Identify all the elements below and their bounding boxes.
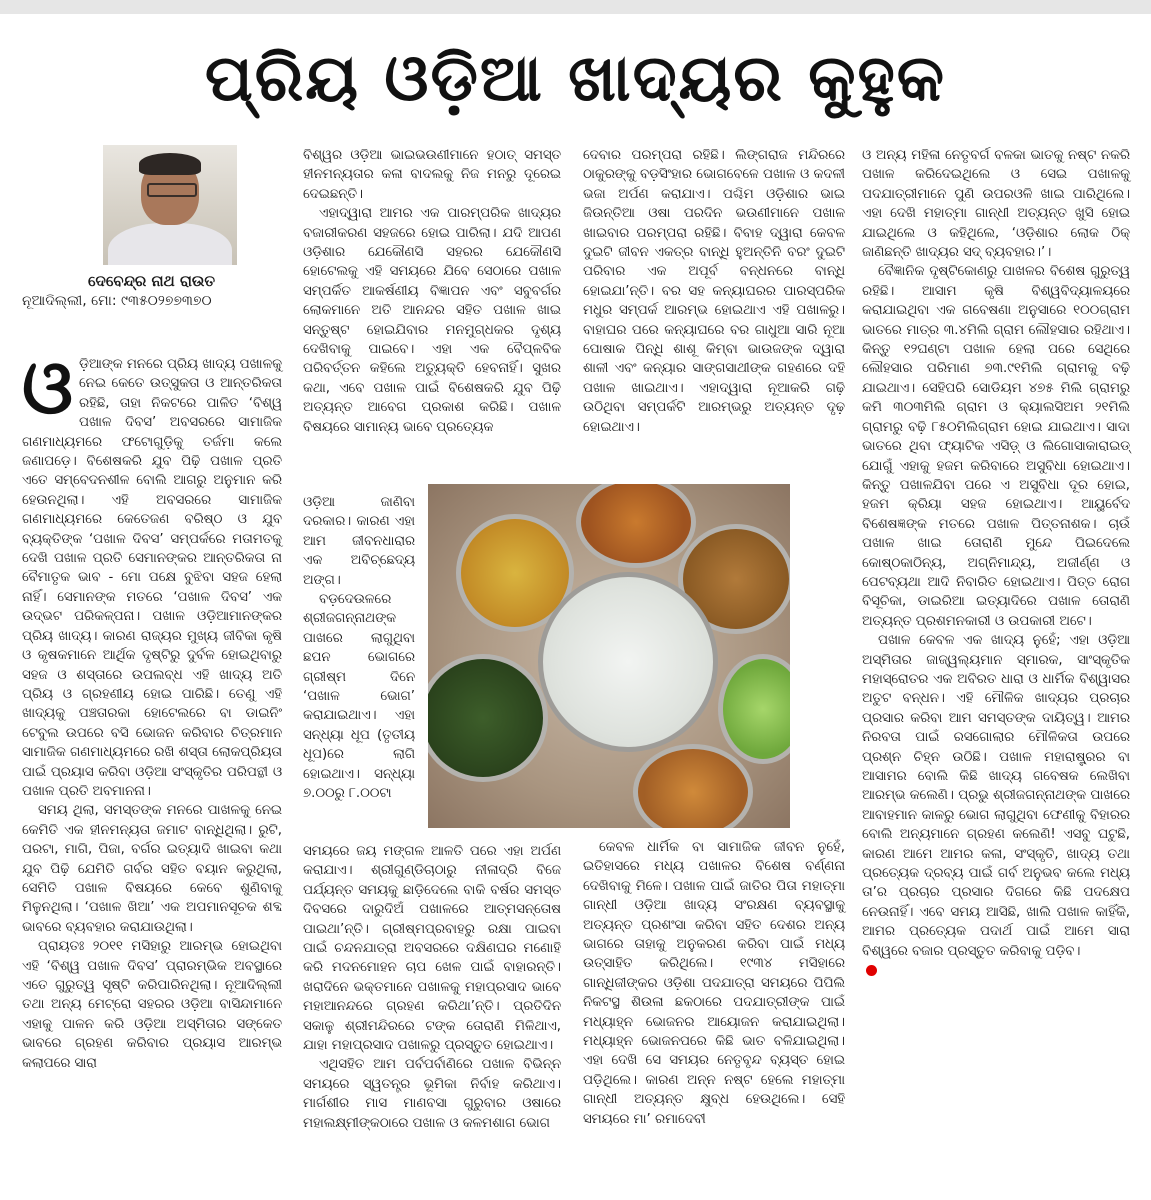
author-hair — [139, 153, 201, 175]
drop-cap: ଓ — [22, 345, 73, 431]
article-paragraph: ଓ ଅନ୍ୟ ମହିଳା ନେତୃବର୍ଗ ବଳକା ଭାତକୁ ନଷ୍ଟ ନକରି ପଖାଳ କରିଦେଇଥିଲେ ଓ ସେଇ ପଖାଳକୁ ପଦଯାତ୍ରୀମାନେ ପୁଣି ଉପରଓଳି ଖାଇ ପାରିଥିଲେ। ଏହା ଦେଖି ମହାତ୍ମା ଗାନ୍ଧୀ ଅତ୍ୟନ୍ତ ଖୁସି ହୋଇ ଯାଇଥିଲେ ଓ କହିଥିଲେ, ‘ଓଡ଼ିଶାର ଲୋକ ଠିକ୍ ଜାଣିଛନ୍ତି ଖାଦ୍ୟର ସଦ୍ ବ୍ୟବହାର।’। — [862, 148, 1130, 261]
article-column-3-lower — [583, 838, 845, 1178]
page-title: ପ୍ରିୟ ଓଡ଼ିଆ ଖାଦ୍ୟର କୁହୁକ — [204, 42, 947, 116]
article-paragraph: ଏଥିସହିତ ଆମ ପର୍ବପର୍ବାଣିରେ ପଖାଳ ବିଭିନ୍ନ ସମୟରେ ସ୍ୱତନ୍ତ୍ର ଭୂମିକା ନିର୍ବାହ କରିଥାଏ। ମାର୍ଗଶୀର ମାସ ମାଣବସା ଗୁରୁବାର ଓଷାରେ ମହାଲକ୍ଷ୍ମୀଙ୍କଠାରେ ପଖାଳ ଓ କଳମଶାଗ ଭୋଗ — [303, 1057, 561, 1131]
article-paragraph: ଦେବାର ପରମ୍ପରା ରହିଛି। ଲିଙ୍ଗରାଜ ମନ୍ଦିରରେ ଠାକୁରଙ୍କୁ ବଡ଼ସିଂହାର ଭୋଗବେଳେ ପଖାଳ ଓ କଦଳୀ ଭଜା ଅର୍ପଣ କରାଯାଏ। ପଶ୍ଚିମ ଓଡ଼ିଶାର ଭାଇ ଜିଉନ୍ତିଆ ଓଷା ପରଦିନ ଭଉଣୀମାନେ ପଖାଳ ଖାଇବାର ପରମ୍ପରା ରହିଛି। ବିବାହ ଦ୍ୱାରା କେବଳ ଦୁଇଟି ଜୀବନ ଏକତ୍ର ବାନ୍ଧି ହୁଅନ୍ତିନି ବରଂ ଦୁଇଟି ପରିବାର ଏକ ଅପୂର୍ବ ବନ୍ଧନରେ ବାନ୍ଧି ହୋଇଯା’ନ୍ତି। ବର ସହ କନ୍ୟାଘରର ପାରସ୍ପରିକ ମଧୁର ସମ୍ପର୍କ ଆରମ୍ଭ ହୋଇଥାଏ ଏହି ପଖାଳରୁ। ବାହାଘର ପରେ କନ୍ୟାଘରେ ବର ଗାଧୁଆ ସାରି ନୂଆ ପୋଷାକ ପିନ୍ଧି ଶାଶୂ କିମ୍ବା ଭାଉଜଙ୍କ ଦ୍ୱାରା ଶାଳୀ ଏବଂ କନ୍ୟାର ସାଙ୍ଗସାଥୀଙ୍କ ଗହଣରେ ଦହି ପଖାଳ ଖାଇଥାଏ। ଏହାଦ୍ୱାରା ନୂଆକରି ଗଢ଼ି ଉଠିଥିବା ସମ୍ପର୍କଟି ଆରମ୍ଭରୁ ଅତ୍ୟନ୍ତ ଦୃଢ଼ ହୋଇଥାଏ। — [583, 148, 845, 435]
article-paragraph: ଓଡ଼ିଆ ଜାଣିବା ଦରକାର। କାରଣ ଏହା ଆମ ଜୀବନଧାରାର ଏକ ଅବିଚ୍ଛେଦ୍ୟ ଅଙ୍ଗ। — [303, 495, 415, 588]
author-photo — [103, 145, 237, 265]
article-paragraph: କେବଳ ଧାର୍ମିକ ବା ସାମାଜିକ ଜୀବନ ନୁହେଁ, ଇତିହାସରେ ମଧ୍ୟ ପଖାଳର ବିଶେଷ ବର୍ଣ୍ଣନା ଦେଖିବାକୁ ମିଳେ। ପଖାଳ ପାଇଁ ଜାତିର ପିତା ମହାତ୍ମା ଗାନ୍ଧୀ ଓଡ଼ିଆ ଖାଦ୍ୟ ସଂରକ୍ଷଣ ବ୍ୟବସ୍ଥାକୁ ଅତ୍ୟନ୍ତ ପ୍ରଶଂସା କରିବା ସହିତ ଦେଶର ଅନ୍ୟ ଭାଗରେ ତାହାକୁ ଅନୁକରଣ କରିବା ପାଇଁ ମଧ୍ୟ ଉତ୍ସାହିତ କରିଥିଲେ। ୧୯୩୪ ମସିହାରେ ଗାନ୍ଧିଜୀଙ୍କର ଓଡ଼ିଶା ପଦଯାତ୍ରା ସମୟରେ ପିପିଲି ନିକଟସ୍ଥ ଶିଉଳା ଛକଠାରେ ପଦଯାତ୍ରୀଙ୍କ ପାଇଁ ମଧ୍ୟାହ୍ନ ଭୋଜନର ଆୟୋଜନ କରାଯାଇଥିଲା। ମଧ୍ୟାହ୍ନ ଭୋଜନପରେ କିଛି ଭାତ ବଳିଯାଇଥିଲା। ଏହା ଦେଖି ସେ ସମୟର ନେତୃବୃନ୍ଦ ବ୍ୟସ୍ତ ହୋଇ ପଡ଼ିଥିଲେ। କାରଣ ଅନ୍ନ ନଷ୍ଟ ହେଲେ ମହାତ୍ମା ଗାନ୍ଧୀ ଅତ୍ୟନ୍ତ କ୍ଷୁବ୍ଧ ହେଉଥିଲେ। ସେହି ସମୟରେ ମା’ ରମାଦେବୀ — [583, 840, 845, 1127]
article-paragraph: ଡ଼ିଆଙ୍କ ମନରେ ପ୍ରିୟ ଖାଦ୍ୟ ପଖାଳକୁ ନେଇ କେତେ ଉତ୍ସୁକତା ଓ ଆନ୍ତରିକତା ରହିଛି, ତାହା ନିକଟରେ ପାଳିତ ‘ବିଶ୍ୱ ପଖାଳ ଦିବସ’ ଅବସରରେ ସାମାଜିକ ଗଣମାଧ୍ୟମରେ ଫଟୋଗୁଡ଼ିକୁ ତର୍ଜମା କଲେ ଜଣାପଡ଼େ। ବିଶେଷକରି ଯୁବ ପିଢ଼ି ପଖାଳ ପ୍ରତି ଏତେ ସମ୍ବେଦନଶୀଳ ବୋଲି ଆଗରୁ ଅନୁମାନ କରି ହେଉନଥିଲା। ଏହି ଅବସରରେ ସାମାଜିକ ଗଣମାଧ୍ୟମରେ କେତେଜଣ ବରିଷ୍ଠ ଓ ଯୁବ ବ୍ୟକ୍ତିଙ୍କ ‘ପଖାଳ ଦିବସ’ ସମ୍ପର୍କରେ ମତାମତକୁ ଦେଖି ପଖାଳ ପ୍ରତି ସେମାନଙ୍କର ଆନ୍ତରିକତା ନା ବୈମାତୃକ ଭାବ - ମୋ ପକ୍ଷେ ବୁଝିବା ସହଜ ହେଲା ନାହିଁ। ସେମାନଙ୍କ ମତରେ ‘ପଖାଳ ଦିବସ’ ଏକ ଉଦ୍ଭଟ ପରିକଳ୍ପନା। ପଖାଳ ଓଡ଼ିଆମାନଙ୍କର ପ୍ରିୟ ଖାଦ୍ୟ। କାରଣ ରାଜ୍ୟର ମୁଖ୍ୟ ଜୀବିକା କୃଷି ଓ କୃଷକମାନେ ଆର୍ଥିକ ଦୃଷ୍ଟିରୁ ଦୁର୍ବଳ ହୋଇଥିବାରୁ ସହଜ ଓ ଶସ୍ତାରେ ଉପଲବ୍ଧ ଏହି ଖାଦ୍ୟ ଅତି ପ୍ରିୟ ଓ ଗ୍ରହଣୀୟ ହୋଇ ପାରିଛି। ତେଣୁ ଏହି ଖାଦ୍ୟକୁ ପଞ୍ଚତାରକା ହୋଟେଲରେ ବା ଡାଇନିଂ ଟେବୁଲ ଉପରେ ବସି ଭୋଜନ କରିବାର ଚିତ୍ରମାନ ସାମାଜିକ ଗଣମାଧ୍ୟମରେ ରଖି ଶସ୍ତା ଲୋକପ୍ରିୟତା ପାଇଁ ପ୍ରୟାସ କରିବା ଓଡ଼ିଆ ସଂସ୍କୃତିର ପରିପନ୍ଥୀ ଓ ପଖାଳ ପ୍ରତି ଅବମାନନା। — [22, 357, 282, 799]
article-column-4 — [862, 146, 1130, 1181]
dish-greens — [428, 654, 548, 782]
article-column-2-lower — [303, 842, 561, 1177]
article-column-2 — [303, 146, 561, 491]
article-paragraph: ପଖାଳ କେବଳ ଏକ ଖାଦ୍ୟ ନୁହେଁ; ଏହା ଓଡ଼ିଆ ଅସ୍ମିତାର ଜାଜ୍ୱଲ୍ୟମାନ ସ୍ମାରକ, ସାଂସ୍କୃତିକ ମହାସ୍ରୋତର ଏକ ଅବିରତ ଧାରା ଓ ଧାର୍ମିକ ବିଶ୍ୱାସର ଅତୁଟ ବନ୍ଧନ। ଏହି ମୌଳିକ ଖାଦ୍ୟର ପ୍ରଚାର ପ୍ରସାର କରିବା ଆମ ସମସ୍ତଙ୍କ ଦାୟିତ୍ୱ। ଆମର ନିରବତା ପାଇଁ ରସଗୋଲାର ମୌଳିକତା ଉପରେ ପ୍ରଶ୍ନ ଚିହ୍ନ ଉଠିଛି। ପଖାଳ ମହାରାଷ୍ଟ୍ରର ବା ଆସାମର ବୋଲି କିଛି ଖାଦ୍ୟ ଗବେଷକ ଲେଖିବା ଆରମ୍ଭ କଲେଣି। ପ୍ରଭୁ ଶ୍ରୀଜଗନ୍ନାଥଙ୍କ ପାଖରେ ଆବାହମାନ କାଳରୁ ଭୋଗ ଲାଗୁଥିବା ଫେଣୀକୁ ବିହାରର ବୋଲି ଅନ୍ୟମାନେ ଗ୍ରହଣ କଲେଣି! ଏସବୁ ଘଟୁଛି, କାରଣ ଆମେ ଆମର କଳା, ସଂସ୍କୃତି, ଖାଦ୍ୟ ତଥା ପ୍ରତ୍ୟେକ ଦ୍ରବ୍ୟ ପାଇଁ ଗର୍ବ ଅନୁଭବ କଲେ ମଧ୍ୟ ତା’ର ପ୍ରଚାର ପ୍ରସାର ଦିଗରେ କିଛି ପଦକ୍ଷେପ ନେଉନାହିଁ। ଏବେ ସମୟ ଆସିଛି, ଖାଲି ପଖାଳ କାହିଁକି, ଆମର ପ୍ରତ୍ୟେକ ପଦାର୍ଥ ପାଇଁ ଆମେ ସାରା ବିଶ୍ୱରେ ବଜାର ପ୍ରସ୍ତୁତ କରିବାକୁ ପଡ଼ିବ। — [862, 633, 1130, 959]
article-column-2-narrow — [303, 493, 415, 838]
article-paragraph: ବଡ଼ଦେଉଳରେ ଶ୍ରୀଜଗନ୍ନାଥଙ୍କ ପାଖରେ ଲାଗୁଥିବା ଛପନ ଭୋଗରେ ଗ୍ରୀଷ୍ମ ଦିନେ ‘ପଖାଳ ଭୋଗ’ କରାଯାଇଥାଏ। ଏହା ସନ୍ଧ୍ୟା ଧୂପ (ତୃତୀୟ ଧୂପ)ରେ ଲାଗି ହୋଇଥାଏ। ସନ୍ଧ୍ୟା ୭.୦୦ରୁ ୮.୦୦ଟା — [303, 592, 415, 802]
author-dateline: ନୂଆଦିଲ୍ଲୀ, ମୋ: ୯୩୫୦୨୭୭୩୭୦ — [22, 293, 212, 309]
dish-cucumber — [718, 654, 790, 764]
article-paragraph: ବିଶ୍ୱର ଓଡ଼ିଆ ଭାଇଭଉଣୀମାନେ ହଠାତ୍ ସମସ୍ତ ହୀନମନ୍ୟତାର କଳା ବାଦଲକୁ ନିଜ ମନରୁ ଦୂରେଇ ଦେଇଛନ୍ତି। — [303, 148, 561, 202]
article-paragraph: ସମୟ ଥିଲା, ସମସ୍ତଙ୍କ ମନରେ ପାଖଳକୁ ନେଇ କେମିତି ଏକ ହୀନମନ୍ୟତା ଜମାଟ ବାନ୍ଧିଥିଲା। ରୁଟି, ପରଟା, ମାଗି, ପିଜା, ବର୍ଗର ଇତ୍ୟାଦି ଖାଇବା କଥା ଯୁବ ପିଢ଼ି ଯେମିତି ଗର୍ବର ସହିତ ବୟାନ କରୁଥିଲା, ସେମିତି ପଖାଳ ବିଷୟରେ କେବେ ଶୁଣିବାକୁ ମିଳୁନଥିଲା। ‘ପଖାଳ ଖିଆ’ ଏକ ଅପମାନସୂଚକ ଶବ୍ଦ ଭାବରେ ବ୍ୟବହାର କରାଯାଉଥିଲା। — [22, 803, 282, 935]
dish-pakhala-bowl — [538, 572, 718, 752]
article-paragraph: ବୈଜ୍ଞାନିକ ଦୃଷ୍ଟିକୋଣରୁ ପାଖଳର ବିଶେଷ ଗୁରୁତ୍ୱ ରହିଛି। ଆସାମ କୃଷି ବିଶ୍ୱବିଦ୍ୟାଳୟରେ କରାଯାଇଥିବା ଏକ ଗବେଷଣା ଅନୁସାରେ ୧୦୦ଗ୍ରାମ ଭାତରେ ମାତ୍ର ୩.୪ମିଲି ଗ୍ରାମ ଲୌହସାର ରହିଥାଏ। କିନ୍ତୁ ୧୨ଘଣ୍ଟା ପଖାଳ ହେଲା ପରେ ସେଥିରେ ଲୌହସାର ପରିମାଣ ୭୩.୯୧ମିଲି ଗ୍ରାମକୁ ବଢ଼ି ଯାଇଥାଏ। ସେହିପରି ସୋଡିୟମ ୪୭୫ ମିଲି ଗ୍ରାମରୁ କମି ୩୦୩ମିଲି ଗ୍ରାମ ଓ କ୍ୟାଲସିଅମ ୨୧ମିଲି ଗ୍ରାମରୁ ବଢ଼ି ୮୫୦ମିଲିଗ୍ରାମ ହୋଇ ଯାଇଥାଏ। ସାଦା ଭାତରେ ଥିବା ଫ୍ୟାଟିକ ଏସିଡ଼୍ ଓ ଲିଗୋସାକାରାଇଡ୍ ଯୋଗୁଁ ଏହାକୁ ହଜମ କରିବାରେ ଅସୁବିଧା ହୋଇଥାଏ। କିନ୍ତୁ ପଖାଳଯିବା ପରେ ଏ ଅସୁବିଧା ଦୂର ହୋଇ, ହଜମ କ୍ରିୟା ସହଜ ହୋଇଥାଏ। ଆୟୁର୍ବେଦ ବିଶେଷଜ୍ଞଙ୍କ ମତରେ ପଖାଳ ପିତ୍ତନାଶକ। ଚାଉଁ ପଖାଳ ଖାଇ ତୋରାଣି ମୁନ୍ଦେ ପିଇଦେଲେ କୋଷ୍ଠକାଠିନ୍ୟ, ଅଗ୍ନିମାନ୍ଦ୍ୟ, ଅଜୀର୍ଣ୍ଣ ଓ ପେଟବ୍ୟଥା ଆଦି ନିବାରିତ ହୋଇଥାଏ। ପିତ୍ତ ରୋଗ ବିସୂଚିକା, ଡାଇରିଆ ଇତ୍ୟାଦିରେ ପଖାଳ ତୋରାଣି ଅତ୍ୟନ୍ତ ପ୍ରଶମନକାରୀ ଓ ଉପକାରୀ ଅଟେ। — [862, 264, 1130, 629]
article-column-1 — [22, 345, 282, 1175]
author-name: ଦେବେନ୍ଦ୍ର ନାଥ ରାଉତ — [88, 272, 216, 290]
page-top-band — [0, 0, 1151, 14]
author-glasses — [147, 183, 197, 197]
article-paragraph: ପ୍ରାୟତଃ ୨୦୧୧ ମସିହାରୁ ଆରମ୍ଭ ହୋଇଥିବା ଏହି ‘ବିଶ୍ୱ ପଖାଳ ଦିବସ’ ପ୍ରାରମ୍ଭିକ ଅବସ୍ଥାରେ ଏତେ ଗୁରୁତ୍ୱ ସୃଷ୍ଟି କରିପାରିନଥିଲା। ନୂଆଦିଲ୍ଲୀ ତଥା ଅନ୍ୟ ମେଟ୍ରୋ ସହରର ଓଡ଼ିଆ ବାସିନ୍ଦାମାନେ ଏହାକୁ ପାଳନ କରି ଓଡ଼ିଆ ଅସ୍ମିତାର ସଙ୍କେତ ଭାବରେ ଗ୍ରହଣ କରିବାର ପ୍ରୟାସ ଆରମ୍ଭ କଲାପରେ ସାରା — [22, 939, 282, 1071]
red-dot-icon — [866, 965, 877, 976]
article-paragraph: ଏହାଦ୍ୱାରା ଆମର ଏକ ପାରମ୍ପରିକ ଖାଦ୍ୟର ବଜାରୀକରଣ ସହଜରେ ହୋଇ ପାରିଲା। ଯଦି ଆପଣ ଓଡ଼ିଶାର ଯେକୌଣସି ସହରର ଯେକୌଣସି ହୋଟେଲକୁ ଏହି ସମୟରେ ଯିବେ ସେଠାରେ ପଖାଳ ସମ୍ପର୍କିତ ଆକର୍ଷଣୀୟ ବିଜ୍ଞାପନ ଏବଂ ସବୁବର୍ଗର ଲୋକମାନେ ଅତି ଆନନ୍ଦର ସହିତ ପଖାଳ ଖାଇ ସନ୍ତୁଷ୍ଟ ହୋଇଯିବାର ମନମୁଗ୍ଧକର ଦୃଶ୍ୟ ଦେଖିବାକୁ ପାଇବେ। ଏହା ଏକ ବୈପ୍ଳବିକ ପରିବର୍ତ୍ତନ କହିଲେ ଅତ୍ୟୁକ୍ତି ହେବନାହିଁ। ସୁଖର କଥା, ଏବେ ପଖାଳ ପାଇଁ ବିଶେଷକରି ଯୁବ ପିଢ଼ି ଅତ୍ୟନ୍ତ ଆବେଗ ପ୍ରକାଶ କରିଛି। ପଖାଳ ବିଷୟରେ ସାମାନ୍ୟ ଭାବେ ପ୍ରତ୍ୟେକ — [303, 206, 561, 435]
article-paragraph: ସମୟରେ ଜୟ ମଙ୍ଗଳ ଆଳତି ପରେ ଏହା ଅର୍ପଣ କରାଯାଏ। ଶ୍ରୀଗୁଣ୍ଡିଚାଠାରୁ ନୀଳାଦ୍ରି ବିଜେ ପର୍ଯ୍ୟନ୍ତ ସମୟକୁ ଛାଡ଼ିଦେଲେ ବାକି ବର୍ଷର ସମସ୍ତ ଦିବସରେ ଦାରୁଦିଅଁ ପଖାଳରେ ଆତ୍ମସନ୍ତୋଷ ପାଇଥା’ନ୍ତି। ଗ୍ରୀଷ୍ମପ୍ରବାହରୁ ରକ୍ଷା ପାଇବା ପାଇଁ ଚନ୍ଦନଯାତ୍ରା ଅବସରରେ ଦକ୍ଷିଣଘର ମଣୋହି କରି ମଦନମୋହନ ଚାପ ଖେଳ ପାଇଁ ବାହାରନ୍ତି। ଖରାଦିନେ ଭକ୍ତମାନେ ପଖାଳକୁ ମହାପ୍ରସାଦ ଭାବେ ମହାଆନନ୍ଦରେ ଗ୍ରହଣ କରିଥା’ନ୍ତି। ପ୍ରତିଦିନ ସକାଳୁ ଶ୍ରୀମନ୍ଦିରରେ ଟଙ୍କ ତୋରାଣି ମିଳିଥାଏ, ଯାହା ମହାପ୍ରସାଦ ପଖାଳରୁ ପ୍ରସ୍ତୁତ ହୋଇଥାଏ। — [303, 844, 561, 1054]
dish-fried-fish — [633, 744, 753, 828]
author-shirt — [108, 223, 232, 265]
food-photo — [428, 484, 790, 828]
dish-fried-snack — [576, 484, 696, 568]
article-column-3 — [583, 146, 845, 476]
